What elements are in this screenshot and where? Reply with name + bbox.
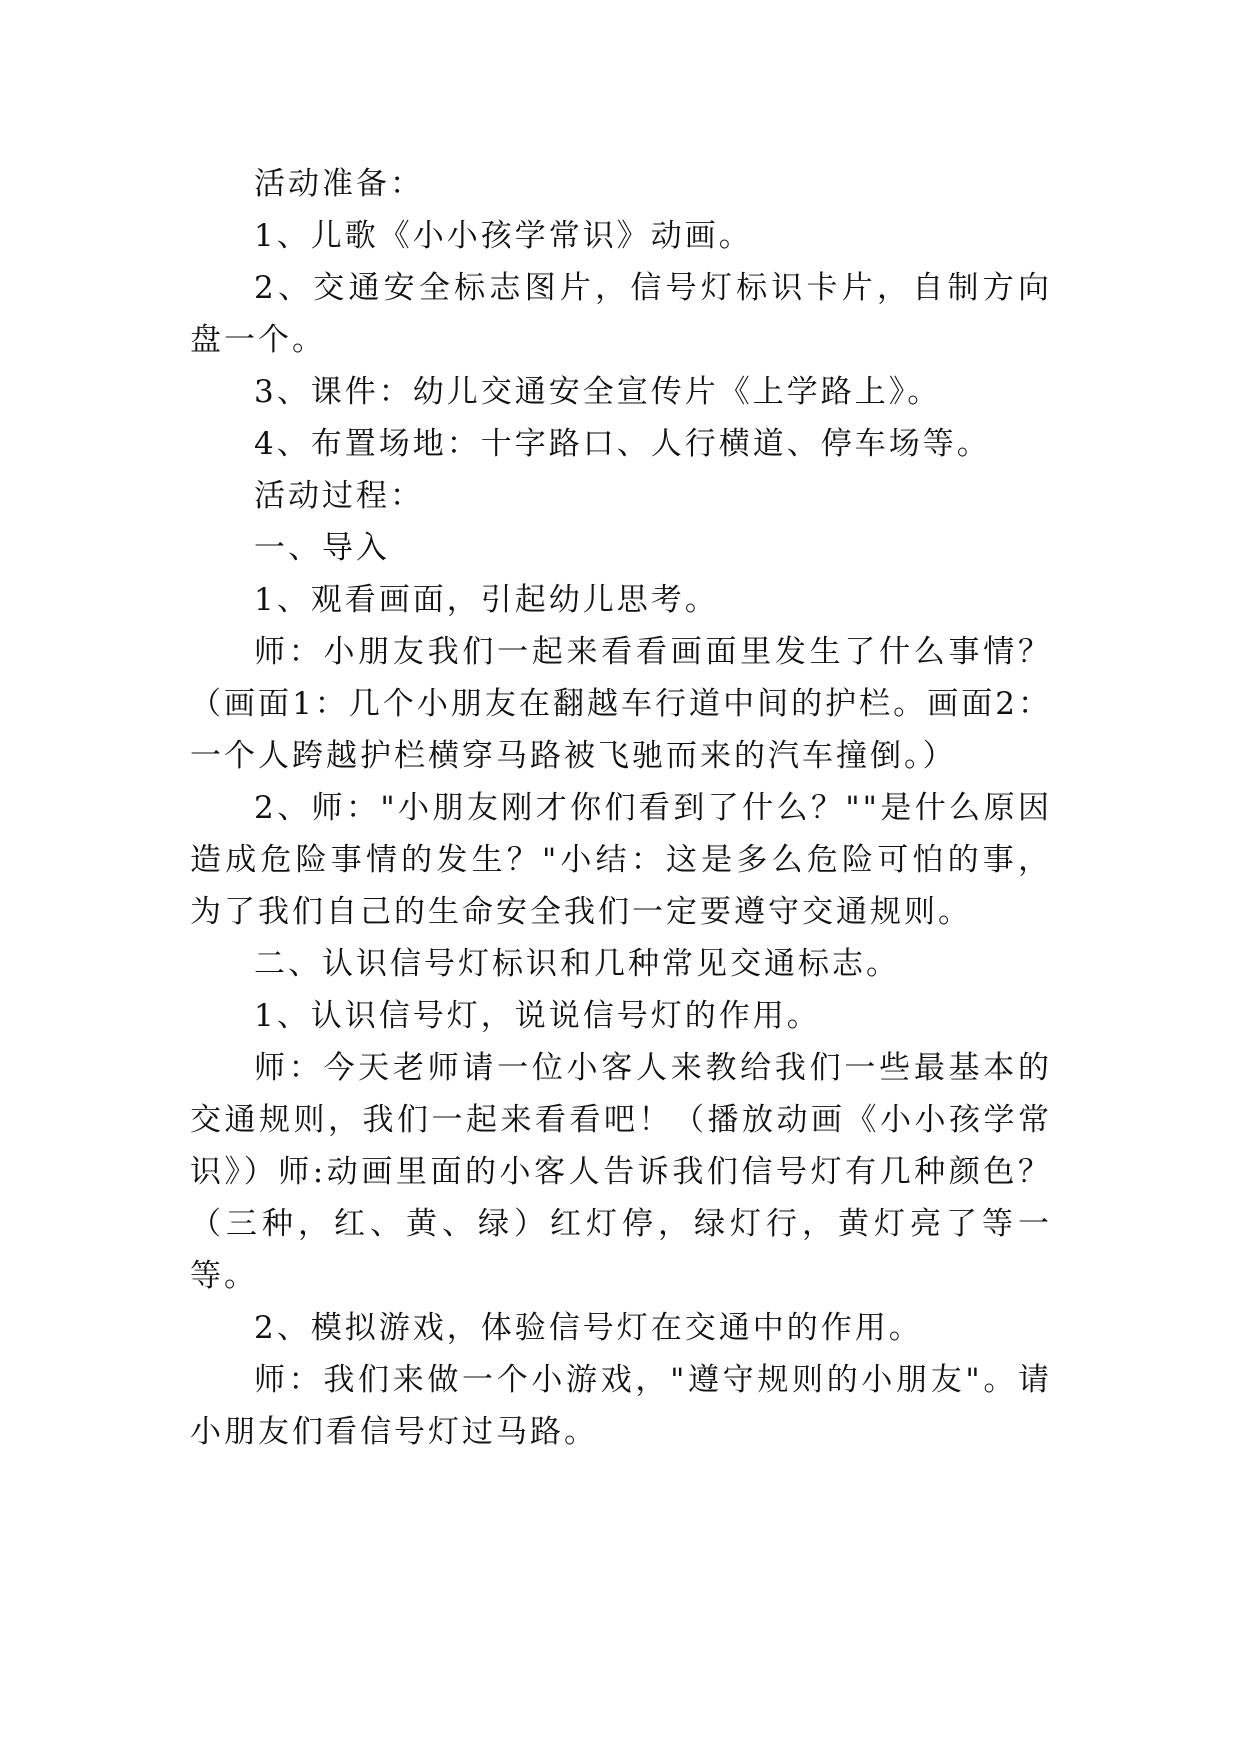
paragraph-intro-step-1: 1、观看画面，引起幼儿思考。 xyxy=(254,582,719,618)
paragraph-process-heading: 活动过程： xyxy=(254,478,424,514)
paragraph-signals-step-2: 2、模拟游戏，体验信号灯在交通中的作用。 xyxy=(254,1310,923,1346)
document-body xyxy=(190,158,1052,1458)
paragraph-section-intro: 一、导入 xyxy=(254,530,390,566)
paragraph-prep-item-4: 4、布置场地：十字路口、人行横道、停车场等。 xyxy=(254,426,991,462)
paragraph-intro-step-2: 2、师："小朋友刚才你们看到了什么？""是什么原因造成危险事情的发生？"小结：这是多么危险可怕的事，为了我们自己的生命安全我们一定要遵守交通规则。 xyxy=(190,790,1052,930)
paragraph-teacher-game: 师：我们来做一个小游戏，"遵守规则的小朋友"。请小朋友们看信号灯过马路。 xyxy=(190,1362,1052,1450)
paragraph-prep-item-2: 2、交通安全标志图片，信号灯标识卡片，自制方向盘一个。 xyxy=(190,270,1052,358)
paragraph-prep-item-1: 1、儿歌《小小孩学常识》动画。 xyxy=(254,218,753,254)
paragraph-teacher-animation: 师：今天老师请一位小客人来教给我们一些最基本的交通规则，我们一起来看看吧！（播放动画《小小孩学常识》）师:动画里面的小客人告诉我们信号灯有几种颜色？（三种，红、黄、绿）红灯停，绿灯行，黄灯亮了等一等。 xyxy=(190,1050,1052,1294)
paragraph-prep-item-3: 3、课件：幼儿交通安全宣传片《上学路上》。 xyxy=(254,374,942,410)
paragraph-preparation-heading: 活动准备： xyxy=(254,166,424,202)
paragraph-teacher-question: 师：小朋友我们一起来看看画面里发生了什么事情？（画面1：几个小朋友在翻越车行道中间的护栏。画面2：一个人跨越护栏横穿马路被飞驰而来的汽车撞倒。） xyxy=(190,634,1052,774)
paragraph-signals-step-1: 1、认识信号灯，说说信号灯的作用。 xyxy=(254,998,821,1034)
paragraph-section-signals: 二、认识信号灯标识和几种常见交通标志。 xyxy=(254,946,900,982)
